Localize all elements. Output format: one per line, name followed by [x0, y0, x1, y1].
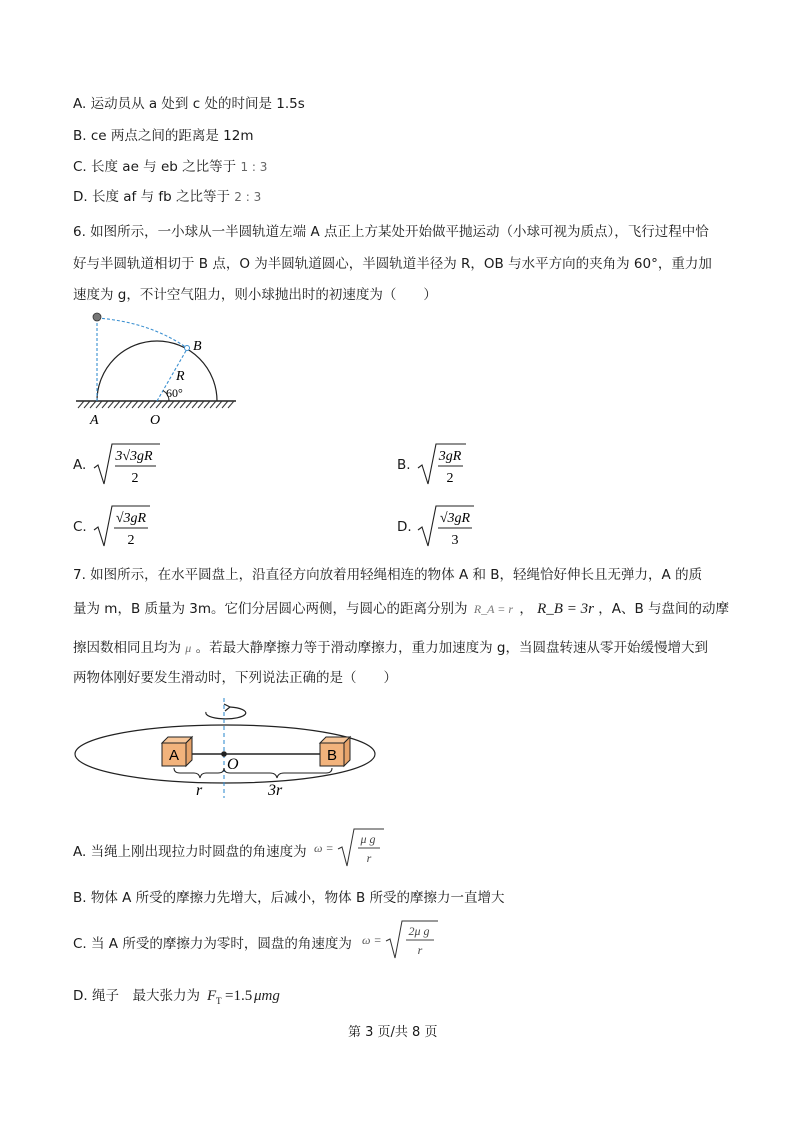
q7-stem-line3-text: 擦因数相同且均为: [73, 640, 181, 656]
q5-option-d-text: D. 长度 af 与 fb 之比等于: [73, 189, 230, 205]
q6-option-d-label: D.: [397, 519, 412, 535]
svg-text:T: T: [216, 996, 222, 1006]
q7-option-c-formula-drawing: [362, 918, 440, 962]
q5-option-b: B. ce 两点之间的距离是 12m: [73, 128, 254, 144]
q7-distance-r: r: [196, 782, 203, 799]
q7-option-b: B. 物体 A 所受的摩擦力先增大，后减小，物体 B 所受的摩擦力一直增大: [73, 890, 505, 906]
svg-text:r: r: [417, 943, 423, 957]
q7-stem-line1: 7. 如图所示，在水平圆盘上，沿直径方向放着用轻绳相连的物体 A 和 B，轻绳恰好伸长且无弹力，A 的质: [73, 567, 703, 583]
svg-text:ω =: ω =: [314, 841, 334, 855]
q6-stem-line1: 6. 如图所示，一小球从一半圆轨道左端 A 点正上方某处开始做平抛运动（小球可视为质点），飞行过程中恰: [73, 224, 709, 240]
q7-stem-line3-tail: 。若最大静摩擦力等于滑动摩擦力，重力加速度为 g，当圆盘转速从零开始缓慢增大到: [195, 640, 708, 656]
svg-text:r: r: [366, 851, 372, 865]
svg-text:μ g: μ g: [360, 832, 376, 846]
q5-option-c: [73, 157, 267, 177]
q7-distance-3r: 3r: [268, 782, 283, 799]
q5-option-c-text: C. 长度 ae 与 eb 之比等于: [73, 159, 237, 175]
q6-label-a: A: [90, 413, 99, 428]
q6-option-d-formula: [416, 502, 476, 552]
q7-ra-formula: R_A = r: [473, 602, 514, 616]
q6-option-c-formula: [92, 502, 152, 552]
q7-option-d: [73, 986, 200, 1006]
q7-option-d-text: D. 绳子 最大张力为: [73, 988, 200, 1004]
q6-label-b: B: [193, 339, 202, 354]
q6-option-b-formula: [416, 440, 468, 490]
q6-stem-line3: 速度为 g，不计空气阻力，则小球抛出时的初速度为（ ）: [73, 287, 437, 303]
q7-stem-line4: 两物体刚好要发生滑动时，下列说法正确的是（ ）: [73, 670, 397, 686]
q7-option-d-formula-drawing: [207, 983, 307, 1009]
q7-center-label: O: [227, 756, 239, 773]
q6-label-r: R: [176, 369, 185, 384]
q5-option-a: A. 运动员从 a 处到 c 处的时间是 1.5s: [73, 96, 305, 112]
q7-option-c: [73, 934, 352, 954]
q6-option-b-den: 2: [446, 471, 454, 486]
q7-option-a-formula-drawing: [314, 826, 386, 870]
q6-option-a-formula: [92, 440, 162, 490]
page-footer: 第 3 页/共 8 页: [348, 1025, 438, 1040]
q6-option-b-num: 3gR: [438, 449, 462, 464]
q6-option-d-den: 3: [451, 533, 459, 548]
q5-option-d: [73, 187, 261, 207]
q6-option-a-label: A.: [73, 457, 87, 473]
q7-stem-line3: [73, 638, 708, 658]
q5-option-d-ratio: 2 : 3: [234, 190, 262, 204]
q6-label-angle: 60°: [166, 386, 183, 400]
q7-option-c-text: C. 当 A 所受的摩擦力为零时，圆盘的角速度为: [73, 936, 352, 952]
q7-figure: [70, 698, 380, 800]
q7-block-a-label: A: [168, 747, 180, 764]
q6-option-d-num: √3gR: [439, 511, 471, 526]
svg-text:μmg: μmg: [254, 988, 280, 1004]
q7-rb-formula: R_B = 3r: [537, 601, 594, 617]
q7-mu-symbol: μ: [185, 641, 192, 655]
q6-label-o: O: [150, 413, 161, 428]
q7-option-a-text: A. 当绳上刚出现拉力时圆盘的角速度为: [73, 844, 307, 860]
q5-option-c-ratio: 1 : 3: [240, 160, 268, 174]
q7-stem-line2: 量为 m，B 质量为 3m。它们分居圆心两侧，与圆心的距离分别为 R_A = r ， R_B = 3r ，A、B 与盘间的动摩: [73, 601, 730, 617]
q6-option-c-num: √3gR: [115, 511, 147, 526]
q7-stem-line2-text: 量为 m，B 质量为 3m。它们分居圆心两侧，与圆心的距离分别为: [73, 601, 468, 617]
q6-option-c-label: C.: [73, 519, 87, 535]
svg-text:ω =: ω =: [362, 933, 382, 947]
q6-option-a-num: 3√3gR: [115, 449, 153, 464]
q6-option-a-den: 2: [131, 471, 139, 486]
q7-option-a: [73, 842, 307, 862]
svg-text:=1.5: =1.5: [225, 988, 253, 1004]
svg-text:2μ g: 2μ g: [408, 924, 430, 938]
q6-option-c-den: 2: [127, 533, 135, 548]
q6-figure: [70, 308, 242, 430]
q7-block-b-label: B: [326, 747, 338, 764]
svg-text:F: F: [207, 988, 217, 1004]
q6-option-b-label: B.: [397, 457, 411, 473]
q7-stem-line2-tail: ，A、B 与盘间的动摩: [598, 601, 730, 617]
q6-stem-line2: 好与半圆轨道相切于 B 点，O 为半圆轨道圆心，半圆轨道半径为 R，OB 与水平方向的夹角为 60°，重力加: [73, 256, 712, 272]
